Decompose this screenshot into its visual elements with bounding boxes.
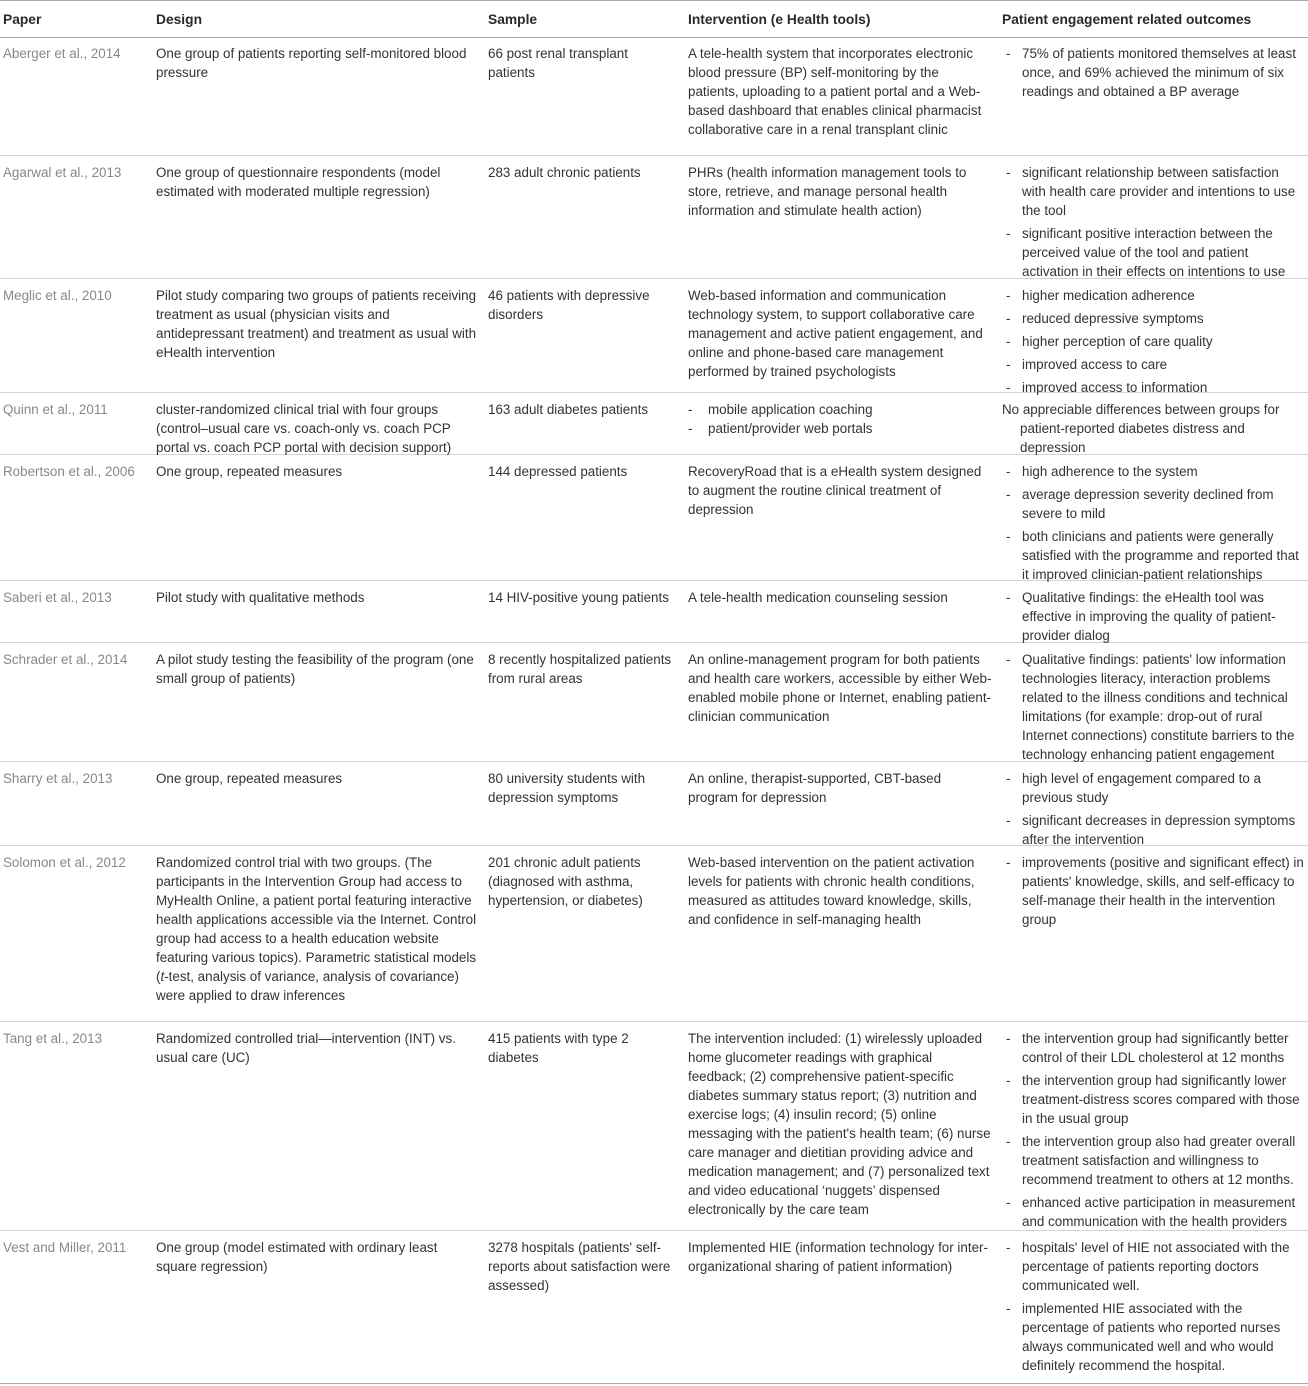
intervention-cell: PHRs (health information management tools to store, retrieve, and manage personal health information and stimulate health action) bbox=[688, 165, 967, 218]
outcomes-cell bbox=[1002, 286, 1308, 395]
intervention-cell: An online-management program for both patients and health care workers, accessible by either Web-enabled mobile phone or Internet, enabling patient-clinician communication bbox=[688, 652, 992, 724]
header-design: Design bbox=[156, 11, 202, 27]
paper-cell: Schrader et al., 2014 bbox=[3, 652, 128, 667]
table-row bbox=[0, 845, 1308, 1021]
design-cell: Randomized control trial with two groups. (The participants in the Intervention Group had access to MyHealth Online, a patient portal featuring interactive health applications accessible via the Internet. Control group had access to a health education website featuring various topics). Parametric statistical models (t-test, analysis of variance, analysis of covariance) were applied to draw inferences bbox=[156, 855, 477, 1003]
outcomes-cell bbox=[1002, 853, 1308, 1021]
outcomes-cell: No appreciable differences between groups for patient-reported diabetes distress and depression bbox=[1002, 402, 1280, 455]
sample-cell: 46 patients with depressive disorders bbox=[488, 288, 650, 322]
design-cell: One group, repeated measures bbox=[156, 771, 343, 786]
outcome-item: - the intervention group had significantly better control of their LDL cholesterol at 12 months bbox=[1006, 1031, 1289, 1065]
sample-cell: 163 adult diabetes patients bbox=[488, 402, 649, 417]
table-row bbox=[0, 580, 1308, 642]
table-row bbox=[0, 761, 1308, 845]
paper-cell: Saberi et al., 2013 bbox=[3, 590, 112, 605]
outcome-item: - significant relationship between satisfaction with health care provider and intentions to use the tool bbox=[1006, 165, 1296, 218]
table-row bbox=[0, 454, 1308, 580]
sample-cell: 201 chronic adult patients (diagnosed with asthma, hypertension, or diabetes) bbox=[488, 855, 643, 908]
intervention-cell: Web-based intervention on the patient activation levels for patients with chronic health conditions, measured as attitudes toward knowledge, skills, and confidence in self-managing health bbox=[688, 855, 975, 927]
sample-cell: 415 patients with type 2 diabetes bbox=[488, 1031, 629, 1065]
sample-cell: 144 depressed patients bbox=[488, 464, 628, 479]
paper-cell: Quinn et al., 2011 bbox=[3, 402, 108, 417]
paper-cell: Solomon et al., 2012 bbox=[3, 855, 126, 870]
table-row bbox=[0, 1021, 1308, 1230]
outcome-item: - higher medication adherence bbox=[1006, 288, 1195, 303]
intervention-cell: A tele-health medication counseling session bbox=[688, 590, 948, 605]
outcome-item: - high level of engagement compared to a previous study bbox=[1006, 771, 1261, 805]
design-cell: One group of patients reporting self-monitored blood pressure bbox=[156, 46, 467, 80]
intervention-item: - mobile application coaching bbox=[688, 402, 873, 417]
table-row bbox=[0, 1230, 1308, 1373]
table-body bbox=[0, 37, 1308, 1373]
sample-cell: 80 university students with depression symptoms bbox=[488, 771, 646, 805]
design-cell: Pilot study comparing two groups of patients receiving treatment as usual (physician visits and antidepressant treatment) and treatment as usual with eHealth intervention bbox=[156, 288, 477, 360]
design-cell: cluster-randomized clinical trial with four groups (control–usual care vs. coach-only vs. coach PCP portal vs. coach PCP portal with decision support) bbox=[156, 402, 452, 455]
outcomes-cell bbox=[1002, 462, 1308, 580]
design-cell: One group, repeated measures bbox=[156, 464, 343, 479]
design-cell: Randomized controlled trial—intervention (INT) vs. usual care (UC) bbox=[156, 1031, 456, 1065]
sample-cell: 3278 hospitals (patients' self-reports about satisfaction were assessed) bbox=[488, 1240, 671, 1293]
sample-cell: 66 post renal transplant patients bbox=[488, 46, 628, 80]
outcome-item: - 75% of patients monitored themselves at least once, and 69% achieved the minimum of six readings and obtained a BP average bbox=[1006, 46, 1296, 99]
table-row bbox=[0, 642, 1308, 761]
paper-cell: Agarwal et al., 2013 bbox=[3, 165, 122, 180]
outcome-item: - the intervention group also had greater overall treatment satisfaction and willingness to recommend treatment to others at 12 months. bbox=[1006, 1134, 1296, 1187]
outcome-item: - both clinicians and patients were generally satisfied with the programme and reported that it improved clinician-patient relationships bbox=[1006, 529, 1299, 582]
outcome-item: - hospitals' level of HIE not associated with the percentage of patients reporting doctors communicated well. bbox=[1006, 1240, 1290, 1293]
paper-cell: Aberger et al., 2014 bbox=[3, 46, 121, 61]
outcomes-cell bbox=[1002, 1029, 1308, 1230]
sample-cell: 283 adult chronic patients bbox=[488, 165, 641, 180]
paper-cell: Robertson et al., 2006 bbox=[3, 464, 135, 479]
outcome-item: - the intervention group had significantly lower treatment-distress scores compared with those in the usual group bbox=[1006, 1073, 1300, 1126]
intervention-item: - patient/provider web portals bbox=[688, 421, 873, 436]
design-cell: One group of questionnaire respondents (model estimated with moderated multiple regression) bbox=[156, 165, 441, 199]
outcome-item: - significant decreases in depression symptoms after the intervention bbox=[1006, 813, 1296, 847]
paper-cell: Vest and Miller, 2011 bbox=[3, 1240, 127, 1255]
design-cell: A pilot study testing the feasibility of the program (one small group of patients) bbox=[156, 652, 474, 686]
outcome-item: - Qualitative findings: patients' low information technologies literacy, interaction problems related to the illness conditions and technical limitations (for example: drop-out of rural Internet connections) constitute barriers to the technology enhancing patient engagement bbox=[1006, 652, 1295, 762]
intervention-cell: An online, therapist-supported, CBT-based program for depression bbox=[688, 771, 942, 805]
outcomes-cell bbox=[1002, 769, 1308, 845]
outcome-item: - improved access to information bbox=[1006, 380, 1208, 395]
outcomes-cell bbox=[1002, 650, 1308, 761]
table-bottom-rule bbox=[0, 1383, 1308, 1384]
table-row bbox=[0, 278, 1308, 395]
sample-cell: 8 recently hospitalized patients from rural areas bbox=[488, 652, 672, 686]
outcomes-cell bbox=[1002, 44, 1308, 155]
paper-cell: Meglic et al., 2010 bbox=[3, 288, 112, 303]
outcomes-cell bbox=[1002, 588, 1308, 642]
header-intervention: Intervention (e Health tools) bbox=[688, 11, 871, 27]
header-sample: Sample bbox=[488, 11, 538, 27]
outcome-item: - improved access to care bbox=[1006, 357, 1168, 372]
intervention-cell: RecoveryRoad that is a eHealth system designed to augment the routine clinical treatment of depression bbox=[688, 464, 982, 517]
outcome-item: - Qualitative findings: the eHealth tool was effective in improving the quality of patient-provider dialog bbox=[1006, 590, 1276, 643]
outcome-item: - average depression severity declined from severe to mild bbox=[1006, 487, 1274, 521]
header-outcomes: Patient engagement related outcomes bbox=[1002, 11, 1252, 27]
design-cell: Pilot study with qualitative methods bbox=[156, 590, 365, 605]
outcome-item: - implemented HIE associated with the percentage of patients who reported nurses always communicated well and who would definitely recommend the hospital. bbox=[1006, 1301, 1281, 1373]
outcome-item: - high adherence to the system bbox=[1006, 464, 1198, 479]
intervention-cell: Implemented HIE (information technology for inter-organizational sharing of patient information) bbox=[688, 1240, 988, 1274]
intervention-cell: The intervention included: (1) wirelessly uploaded home glucometer readings with graphical feedback; (2) comprehensive patient-specific diabetes summary status report; (3) nutrition and exercise logs; (4) insulin record; (5) online messaging with the patient's health team; (6) nurse care manager and dietitian providing advice and medication management; and (7) personalized text and video educational ‘nuggets’ dispensed electronically by the care team bbox=[688, 1031, 991, 1217]
outcome-item: - reduced depressive symptoms bbox=[1006, 311, 1204, 326]
outcome-item: - improvements (positive and significant effect) in patients' knowledge, skills, and self-efficacy to self-manage their health in the intervention group bbox=[1006, 855, 1304, 927]
design-cell: One group (model estimated with ordinary least square regression) bbox=[156, 1240, 438, 1274]
outcome-item: - significant positive interaction between the perceived value of the tool and patient activation in their effects on intentions to use bbox=[1006, 226, 1286, 279]
outcome-item: - higher perception of care quality bbox=[1006, 334, 1213, 349]
table-row bbox=[0, 155, 1308, 278]
paper-cell: Tang et al., 2013 bbox=[3, 1031, 103, 1046]
header-paper: Paper bbox=[3, 11, 42, 27]
table-header-row bbox=[0, 1, 1308, 37]
paper-cell: Sharry et al., 2013 bbox=[3, 771, 113, 786]
outcomes-cell bbox=[1002, 163, 1308, 278]
intervention-cell: A tele-health system that incorporates electronic blood pressure (BP) self-monitoring by the patients, uploading to a patient portal and a Web-based dashboard that enables clinical pharmacist collaborative care in a renal transplant clinic bbox=[688, 46, 982, 137]
table-row bbox=[0, 37, 1308, 155]
sample-cell: 14 HIV-positive young patients bbox=[488, 590, 669, 605]
outcomes-cell bbox=[1002, 1238, 1308, 1373]
intervention-cell: Web-based information and communication technology system, to support collaborative care management and active patient engagement, and online and phone-based care management performed by trained psychologists bbox=[688, 288, 983, 379]
outcome-item: - enhanced active participation in measurement and communication with the health providers bbox=[1006, 1195, 1296, 1229]
table-row bbox=[0, 392, 1308, 454]
intervention-cell bbox=[688, 400, 1002, 454]
